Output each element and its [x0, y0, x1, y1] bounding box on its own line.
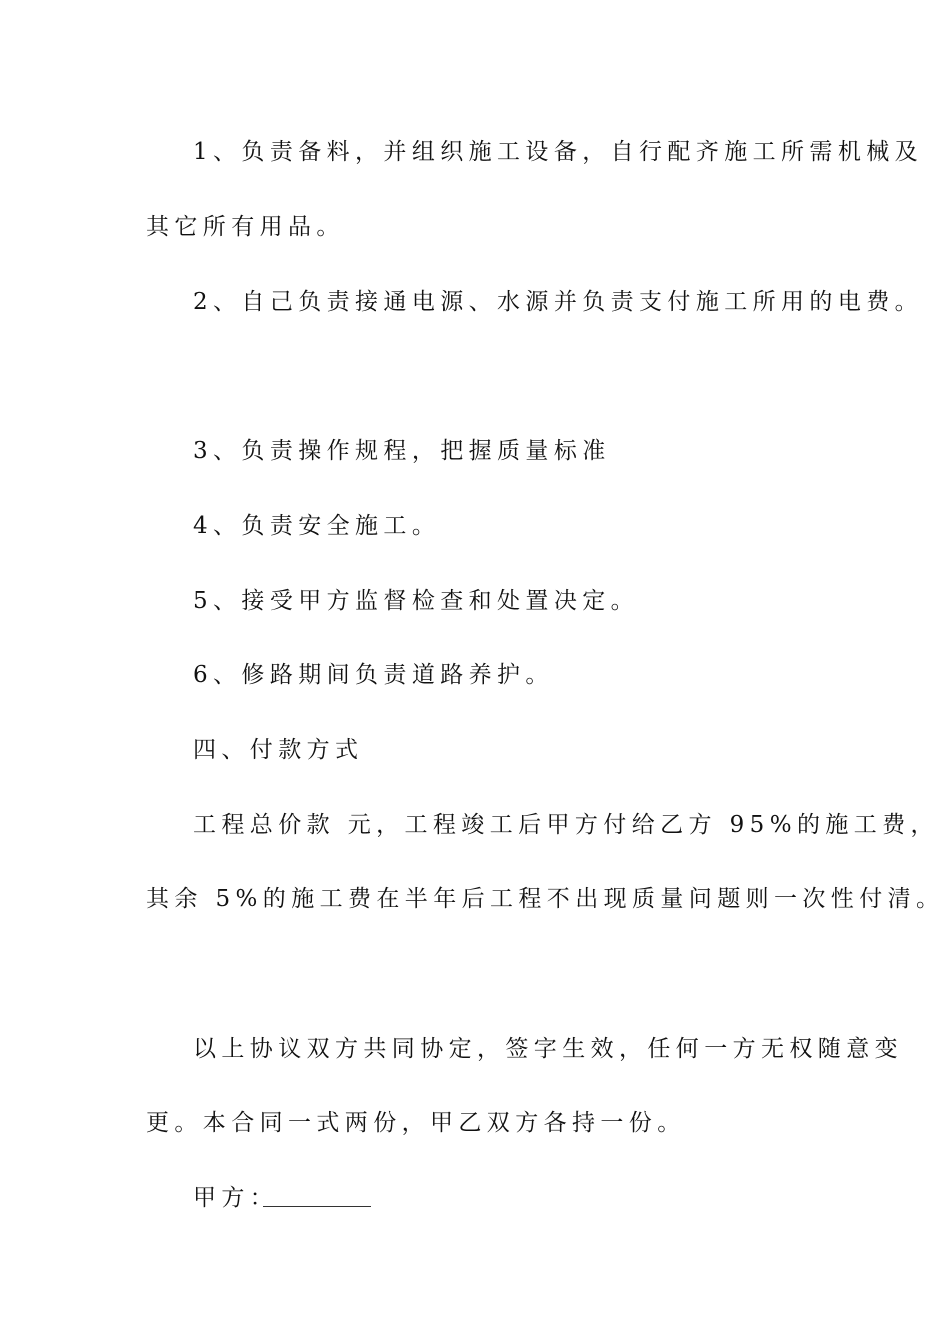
section-4-heading: 四、付款方式 — [193, 737, 364, 763]
clause-4: 4、负责安全施工。 — [193, 513, 441, 539]
clause-5: 5、接受甲方监督检查和处置决定。 — [193, 588, 640, 614]
clause-1-line-2: 其它所有用品。 — [146, 214, 345, 240]
clause-2: 2、自己负责接通电源、水源并负责支付施工所用的电费。 — [193, 289, 924, 315]
party-a-signature-line — [263, 1206, 371, 1207]
party-a-label: 甲方： — [193, 1185, 279, 1211]
closing-line-1: 以上协议双方共同协定，签字生效，任何一方无权随意变 — [193, 1036, 903, 1062]
payment-line-2: 其余 5%的施工费在半年后工程不出现质量问题则一次性付清。 — [146, 886, 945, 912]
closing-line-2: 更。本合同一式两份，甲乙双方各持一份。 — [146, 1110, 686, 1136]
clause-6: 6、修路期间负责道路养护。 — [193, 662, 554, 688]
payment-line-1: 工程总价款 元，工程竣工后甲方付给乙方 95%的施工费， — [193, 812, 939, 838]
clause-3: 3、负责操作规程，把握质量标准 — [193, 438, 611, 464]
clause-1-line-1: 1、负责备料，并组织施工设备，自行配齐施工所需机械及 — [193, 139, 924, 165]
